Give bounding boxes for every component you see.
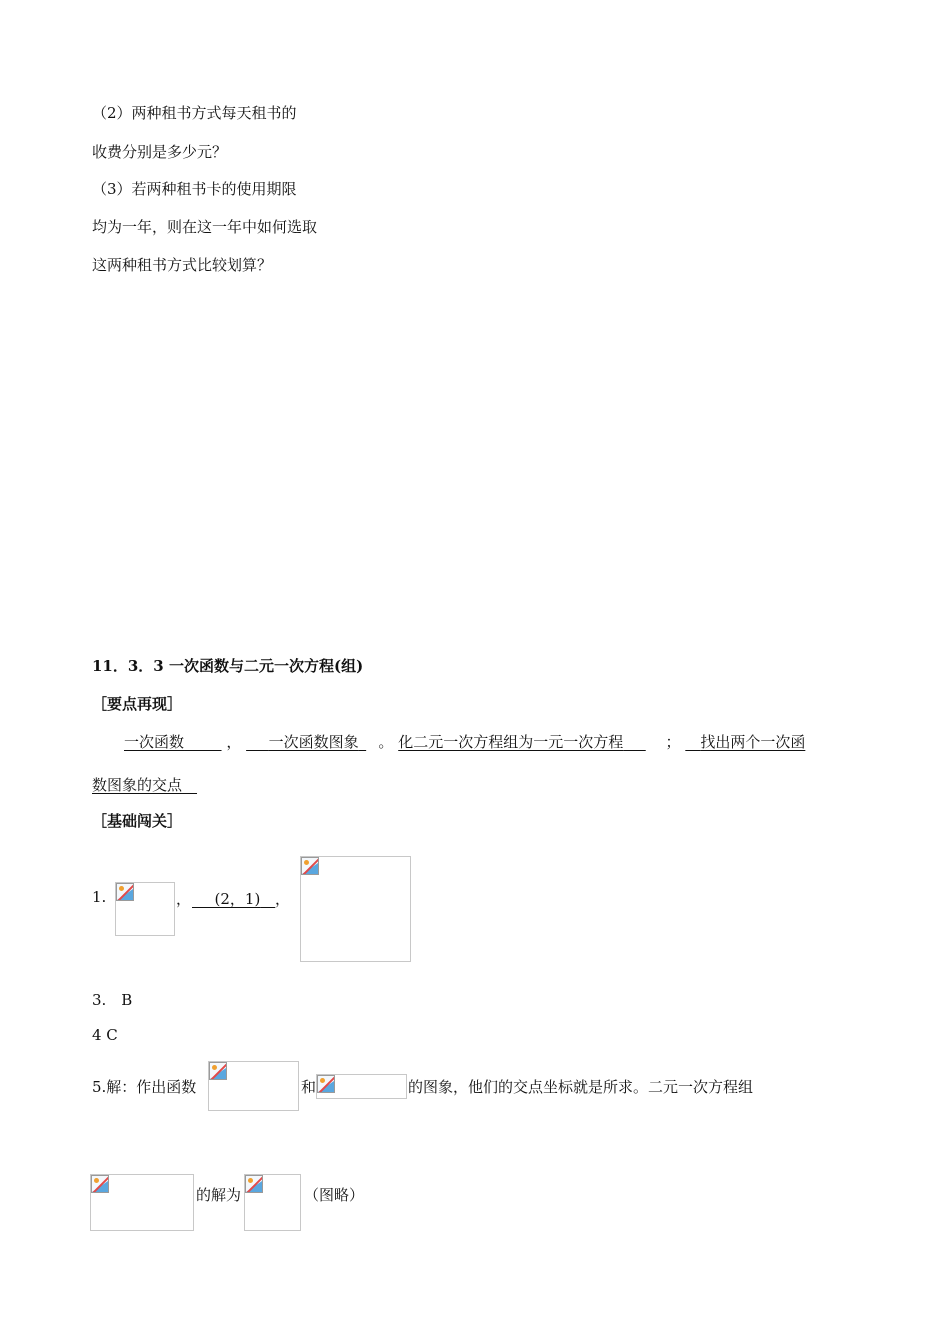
basic-heading: ［基础闯关］ [92,812,183,830]
answer-blank-4: 找出两个一次函 [700,733,806,751]
broken-image-icon [245,1175,263,1193]
answer-blank-1: 一次函数 [124,733,185,751]
question-5-note: （图略） [304,1186,365,1204]
separator: ， [226,733,242,751]
question-5-solution-text: 的解为 [196,1186,242,1204]
question-5-suffix: 的图象，他们的交点坐标就是所求。二元一次方程组 [408,1078,754,1096]
question-3-line-2: 均为一年，则在这一年中如何选取 [92,218,318,236]
function-formula-image-1 [208,1061,299,1111]
section-title: 11．3．3 一次函数与二元一次方程(组) [92,657,364,675]
broken-image-icon [209,1062,227,1080]
answer-blank-2: 一次函数图象 [268,733,359,751]
answer-blank-4-cont: 数图象的交点 [92,776,183,794]
function-formula-image-2 [316,1074,407,1099]
equation-system-image [90,1174,194,1231]
key-points-answer-cont [92,774,197,795]
separator: ； [665,733,681,751]
solution-image [244,1174,301,1231]
question-3-line-1: （3）若两种租书卡的使用期限 [92,180,297,198]
broken-image-icon [91,1175,109,1193]
key-points-answer-line [124,731,805,752]
separator: 。 [378,733,394,751]
broken-image-icon [116,883,134,901]
question-5-prefix: 5.解：作出函数 [92,1078,197,1096]
separator: ， [176,890,192,908]
answer-blank-3: 化二元一次方程组为一元一次方程 [398,733,624,751]
question-2-line-2: 收费分别是多少元？ [92,143,228,161]
key-points-heading: ［要点再现］ [92,695,183,713]
question-3-answer: 3. B [92,991,133,1009]
question-4-answer: 4 C [92,1026,118,1044]
question-5-and: 和 [301,1078,317,1096]
graph-image [300,856,411,962]
separator: ， [275,890,291,908]
question-1-number: 1. [92,888,107,906]
formula-image [115,882,175,936]
broken-image-icon [301,857,319,875]
question-2-line-1: （2）两种租书方式每天租书的 [92,104,297,122]
question-3-line-3: 这两种租书方式比较划算？ [92,256,273,274]
broken-image-icon [317,1075,335,1093]
question-1-answer: (2，1) [214,890,261,908]
